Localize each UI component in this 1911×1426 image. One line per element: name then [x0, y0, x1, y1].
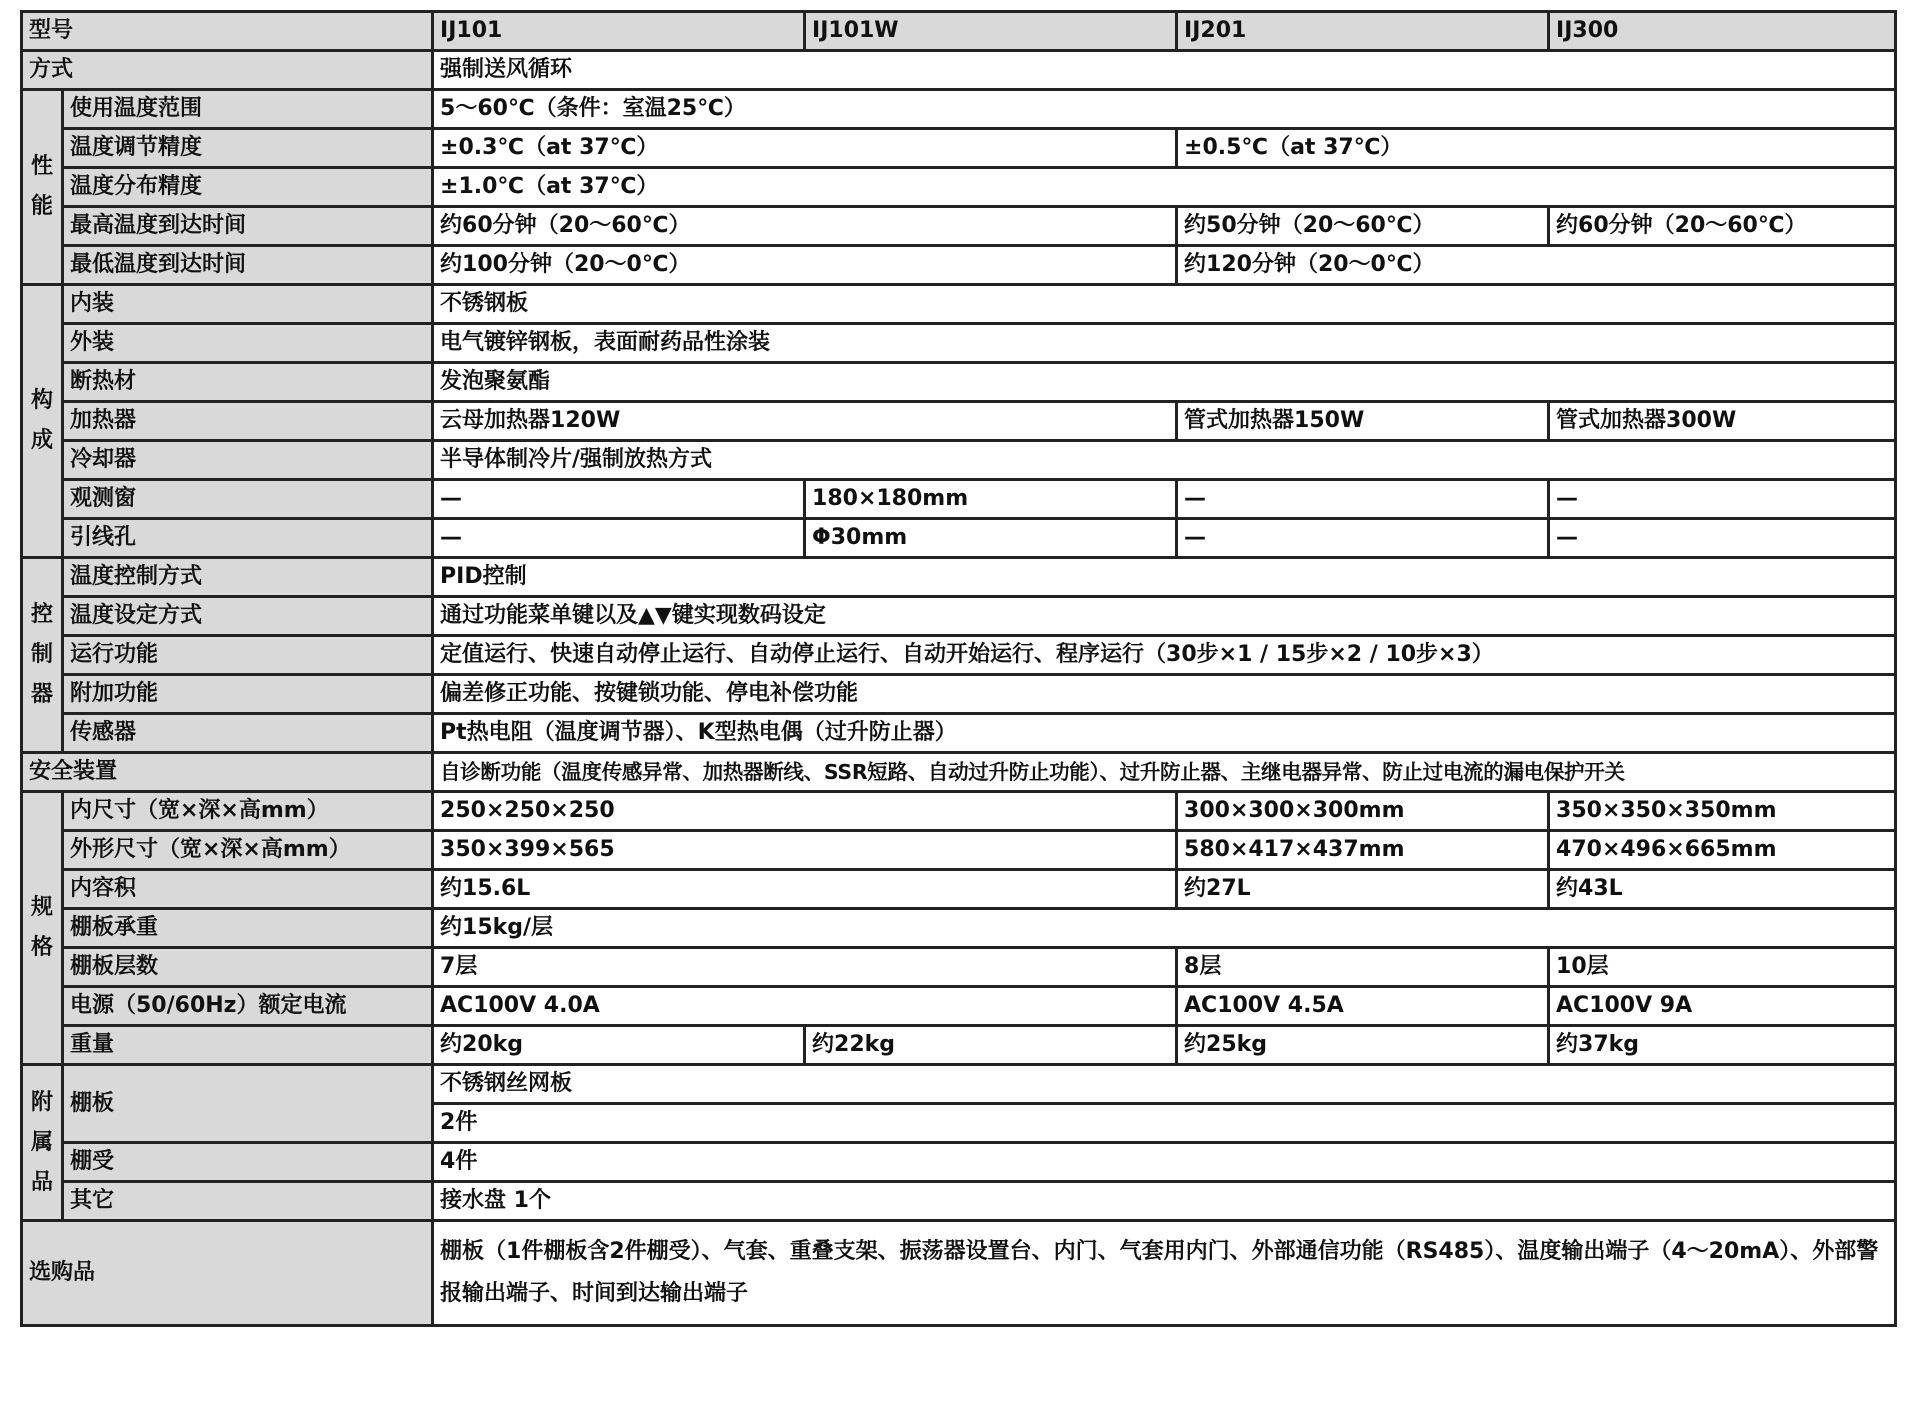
row-temp-uniformity — [22, 168, 1896, 207]
value-shelf-support: 4件 — [433, 1143, 1896, 1182]
model-2: IJ101W — [805, 12, 1177, 51]
label-heater: 加热器 — [63, 402, 433, 441]
value-max-time-2: 约50分钟（20～60℃） — [1177, 207, 1549, 246]
value-port-3: — — [1177, 519, 1549, 558]
model-1: IJ101 — [433, 12, 805, 51]
label-extra-functions: 附加功能 — [63, 675, 433, 714]
value-shelf-levels-1: 7层 — [433, 948, 1177, 987]
value-window-1: — — [433, 480, 805, 519]
row-setting-method — [22, 597, 1896, 636]
row-outer-size — [22, 831, 1896, 870]
value-outer-size-2: 580×417×437mm — [1177, 831, 1549, 870]
row-power — [22, 987, 1896, 1026]
label-weight: 重量 — [63, 1026, 433, 1065]
group-accessories: 附属品 — [22, 1065, 63, 1221]
value-sensor: Pt热电阻（温度调节器）、K型热电偶（过升防止器） — [433, 714, 1896, 753]
value-heater-1: 云母加热器120W — [433, 402, 1177, 441]
row-cooler — [22, 441, 1896, 480]
value-min-time-2: 约120分钟（20～0℃） — [1177, 246, 1896, 285]
value-window-4: — — [1549, 480, 1896, 519]
label-power: 电源（50/60Hz）额定电流 — [63, 987, 433, 1026]
label-port: 引线孔 — [63, 519, 433, 558]
value-interior: 不锈钢板 — [433, 285, 1896, 324]
group-performance: 性能 — [22, 90, 63, 285]
row-port — [22, 519, 1896, 558]
row-control-method — [22, 558, 1896, 597]
value-port-1: — — [433, 519, 805, 558]
value-power-1: AC100V 4.0A — [433, 987, 1177, 1026]
value-temp-accuracy-1: ±0.3℃（at 37℃） — [433, 129, 1177, 168]
label-setting-method: 温度设定方式 — [63, 597, 433, 636]
label-inner-size: 内尺寸（宽×深×高mm） — [63, 792, 433, 831]
value-weight-3: 约25kg — [1177, 1026, 1549, 1065]
value-exterior: 电气镀锌钢板，表面耐药品性涂装 — [433, 324, 1896, 363]
row-shelf-support — [22, 1143, 1896, 1182]
row-method — [22, 51, 1896, 90]
label-options: 选购品 — [22, 1221, 433, 1326]
label-exterior: 外装 — [63, 324, 433, 363]
row-model — [22, 12, 1896, 51]
label-shelf-levels: 棚板层数 — [63, 948, 433, 987]
value-max-time-3: 约60分钟（20～60℃） — [1549, 207, 1896, 246]
label-min-time: 最低温度到达时间 — [63, 246, 433, 285]
row-min-time — [22, 246, 1896, 285]
label-insulation: 断热材 — [63, 363, 433, 402]
value-shelf-2: 2件 — [433, 1104, 1896, 1143]
value-volume-2: 约27L — [1177, 870, 1549, 909]
value-temp-accuracy-2: ±0.5℃（at 37℃） — [1177, 129, 1896, 168]
label-method: 方式 — [22, 51, 433, 90]
row-options — [22, 1221, 1896, 1326]
group-spec: 规格 — [22, 792, 63, 1065]
label-interior: 内装 — [63, 285, 433, 324]
value-outer-size-3: 470×496×665mm — [1549, 831, 1896, 870]
label-volume: 内容积 — [63, 870, 433, 909]
row-inner-size — [22, 792, 1896, 831]
value-shelf-load: 约15kg/层 — [433, 909, 1896, 948]
value-window-3: — — [1177, 480, 1549, 519]
value-control-method: PID控制 — [433, 558, 1896, 597]
value-cooler: 半导体制冷片/强制放热方式 — [433, 441, 1896, 480]
value-inner-size-1: 250×250×250 — [433, 792, 1177, 831]
row-shelf-load — [22, 909, 1896, 948]
row-volume — [22, 870, 1896, 909]
row-run-functions — [22, 636, 1896, 675]
value-min-time-1: 约100分钟（20～0℃） — [433, 246, 1177, 285]
value-other: 接水盘 1个 — [433, 1182, 1896, 1221]
value-inner-size-3: 350×350×350mm — [1549, 792, 1896, 831]
value-outer-size-1: 350×399×565 — [433, 831, 1177, 870]
label-temp-accuracy: 温度调节精度 — [63, 129, 433, 168]
value-temp-uniformity: ±1.0℃（at 37℃） — [433, 168, 1896, 207]
value-shelf-levels-2: 8层 — [1177, 948, 1549, 987]
row-safety — [22, 753, 1896, 792]
row-heater — [22, 402, 1896, 441]
label-outer-size: 外形尺寸（宽×深×高mm） — [63, 831, 433, 870]
value-options: 棚板（1件棚板含2件棚受）、气套、重叠支架、振荡器设置台、内门、气套用内门、外部通信功能（RS485）、温度输出端子（4～20mA）、外部警报输出端子、时间到达输出端子 — [433, 1221, 1896, 1326]
row-sensor — [22, 714, 1896, 753]
value-power-2: AC100V 4.5A — [1177, 987, 1549, 1026]
label-temp-uniformity: 温度分布精度 — [63, 168, 433, 207]
row-weight — [22, 1026, 1896, 1065]
row-insulation — [22, 363, 1896, 402]
value-weight-2: 约22kg — [805, 1026, 1177, 1065]
label-shelf-support: 棚受 — [63, 1143, 433, 1182]
value-weight-1: 约20kg — [433, 1026, 805, 1065]
row-exterior — [22, 324, 1896, 363]
value-shelf-levels-3: 10层 — [1549, 948, 1896, 987]
value-port-4: — — [1549, 519, 1896, 558]
model-3: IJ201 — [1177, 12, 1549, 51]
label-run-functions: 运行功能 — [63, 636, 433, 675]
value-window-2: 180×180mm — [805, 480, 1177, 519]
value-volume-3: 约43L — [1549, 870, 1896, 909]
row-extra-functions — [22, 675, 1896, 714]
row-window — [22, 480, 1896, 519]
row-shelf-a — [22, 1065, 1896, 1104]
value-heater-3: 管式加热器300W — [1549, 402, 1896, 441]
label-cooler: 冷却器 — [63, 441, 433, 480]
label-window: 观测窗 — [63, 480, 433, 519]
row-shelf-levels — [22, 948, 1896, 987]
label-model: 型号 — [22, 12, 433, 51]
spec-table — [20, 10, 1897, 1327]
value-run-functions: 定值运行、快速自动停止运行、自动停止运行、自动开始运行、程序运行（30步×1 / 15步×2 / 10步×3） — [433, 636, 1896, 675]
value-weight-4: 约37kg — [1549, 1026, 1896, 1065]
value-temp-range: 5～60℃（条件：室温25℃） — [433, 90, 1896, 129]
label-shelf: 棚板 — [63, 1065, 433, 1143]
value-port-2: Φ30mm — [805, 519, 1177, 558]
value-safety: 自诊断功能（温度传感异常、加热器断线、SSR短路、自动过升防止功能）、过升防止器、主继电器异常、防止过电流的漏电保护开关 — [433, 753, 1896, 792]
value-extra-functions: 偏差修正功能、按键锁功能、停电补偿功能 — [433, 675, 1896, 714]
value-inner-size-2: 300×300×300mm — [1177, 792, 1549, 831]
label-safety: 安全装置 — [22, 753, 433, 792]
row-interior — [22, 285, 1896, 324]
label-sensor: 传感器 — [63, 714, 433, 753]
group-construction: 构成 — [22, 285, 63, 558]
row-temp-accuracy — [22, 129, 1896, 168]
value-heater-2: 管式加热器150W — [1177, 402, 1549, 441]
row-temp-range — [22, 90, 1896, 129]
value-volume-1: 约15.6L — [433, 870, 1177, 909]
row-other — [22, 1182, 1896, 1221]
row-max-time — [22, 207, 1896, 246]
group-controller: 控制器 — [22, 558, 63, 753]
value-method: 强制送风循环 — [433, 51, 1896, 90]
model-4: IJ300 — [1549, 12, 1896, 51]
label-shelf-load: 棚板承重 — [63, 909, 433, 948]
label-control-method: 温度控制方式 — [63, 558, 433, 597]
label-max-time: 最高温度到达时间 — [63, 207, 433, 246]
value-insulation: 发泡聚氨酯 — [433, 363, 1896, 402]
value-shelf-1: 不锈钢丝网板 — [433, 1065, 1896, 1104]
label-temp-range: 使用温度范围 — [63, 90, 433, 129]
label-other: 其它 — [63, 1182, 433, 1221]
value-power-3: AC100V 9A — [1549, 987, 1896, 1026]
value-max-time-1: 约60分钟（20～60℃） — [433, 207, 1177, 246]
value-setting-method: 通过功能菜单键以及▲▼键实现数码设定 — [433, 597, 1896, 636]
